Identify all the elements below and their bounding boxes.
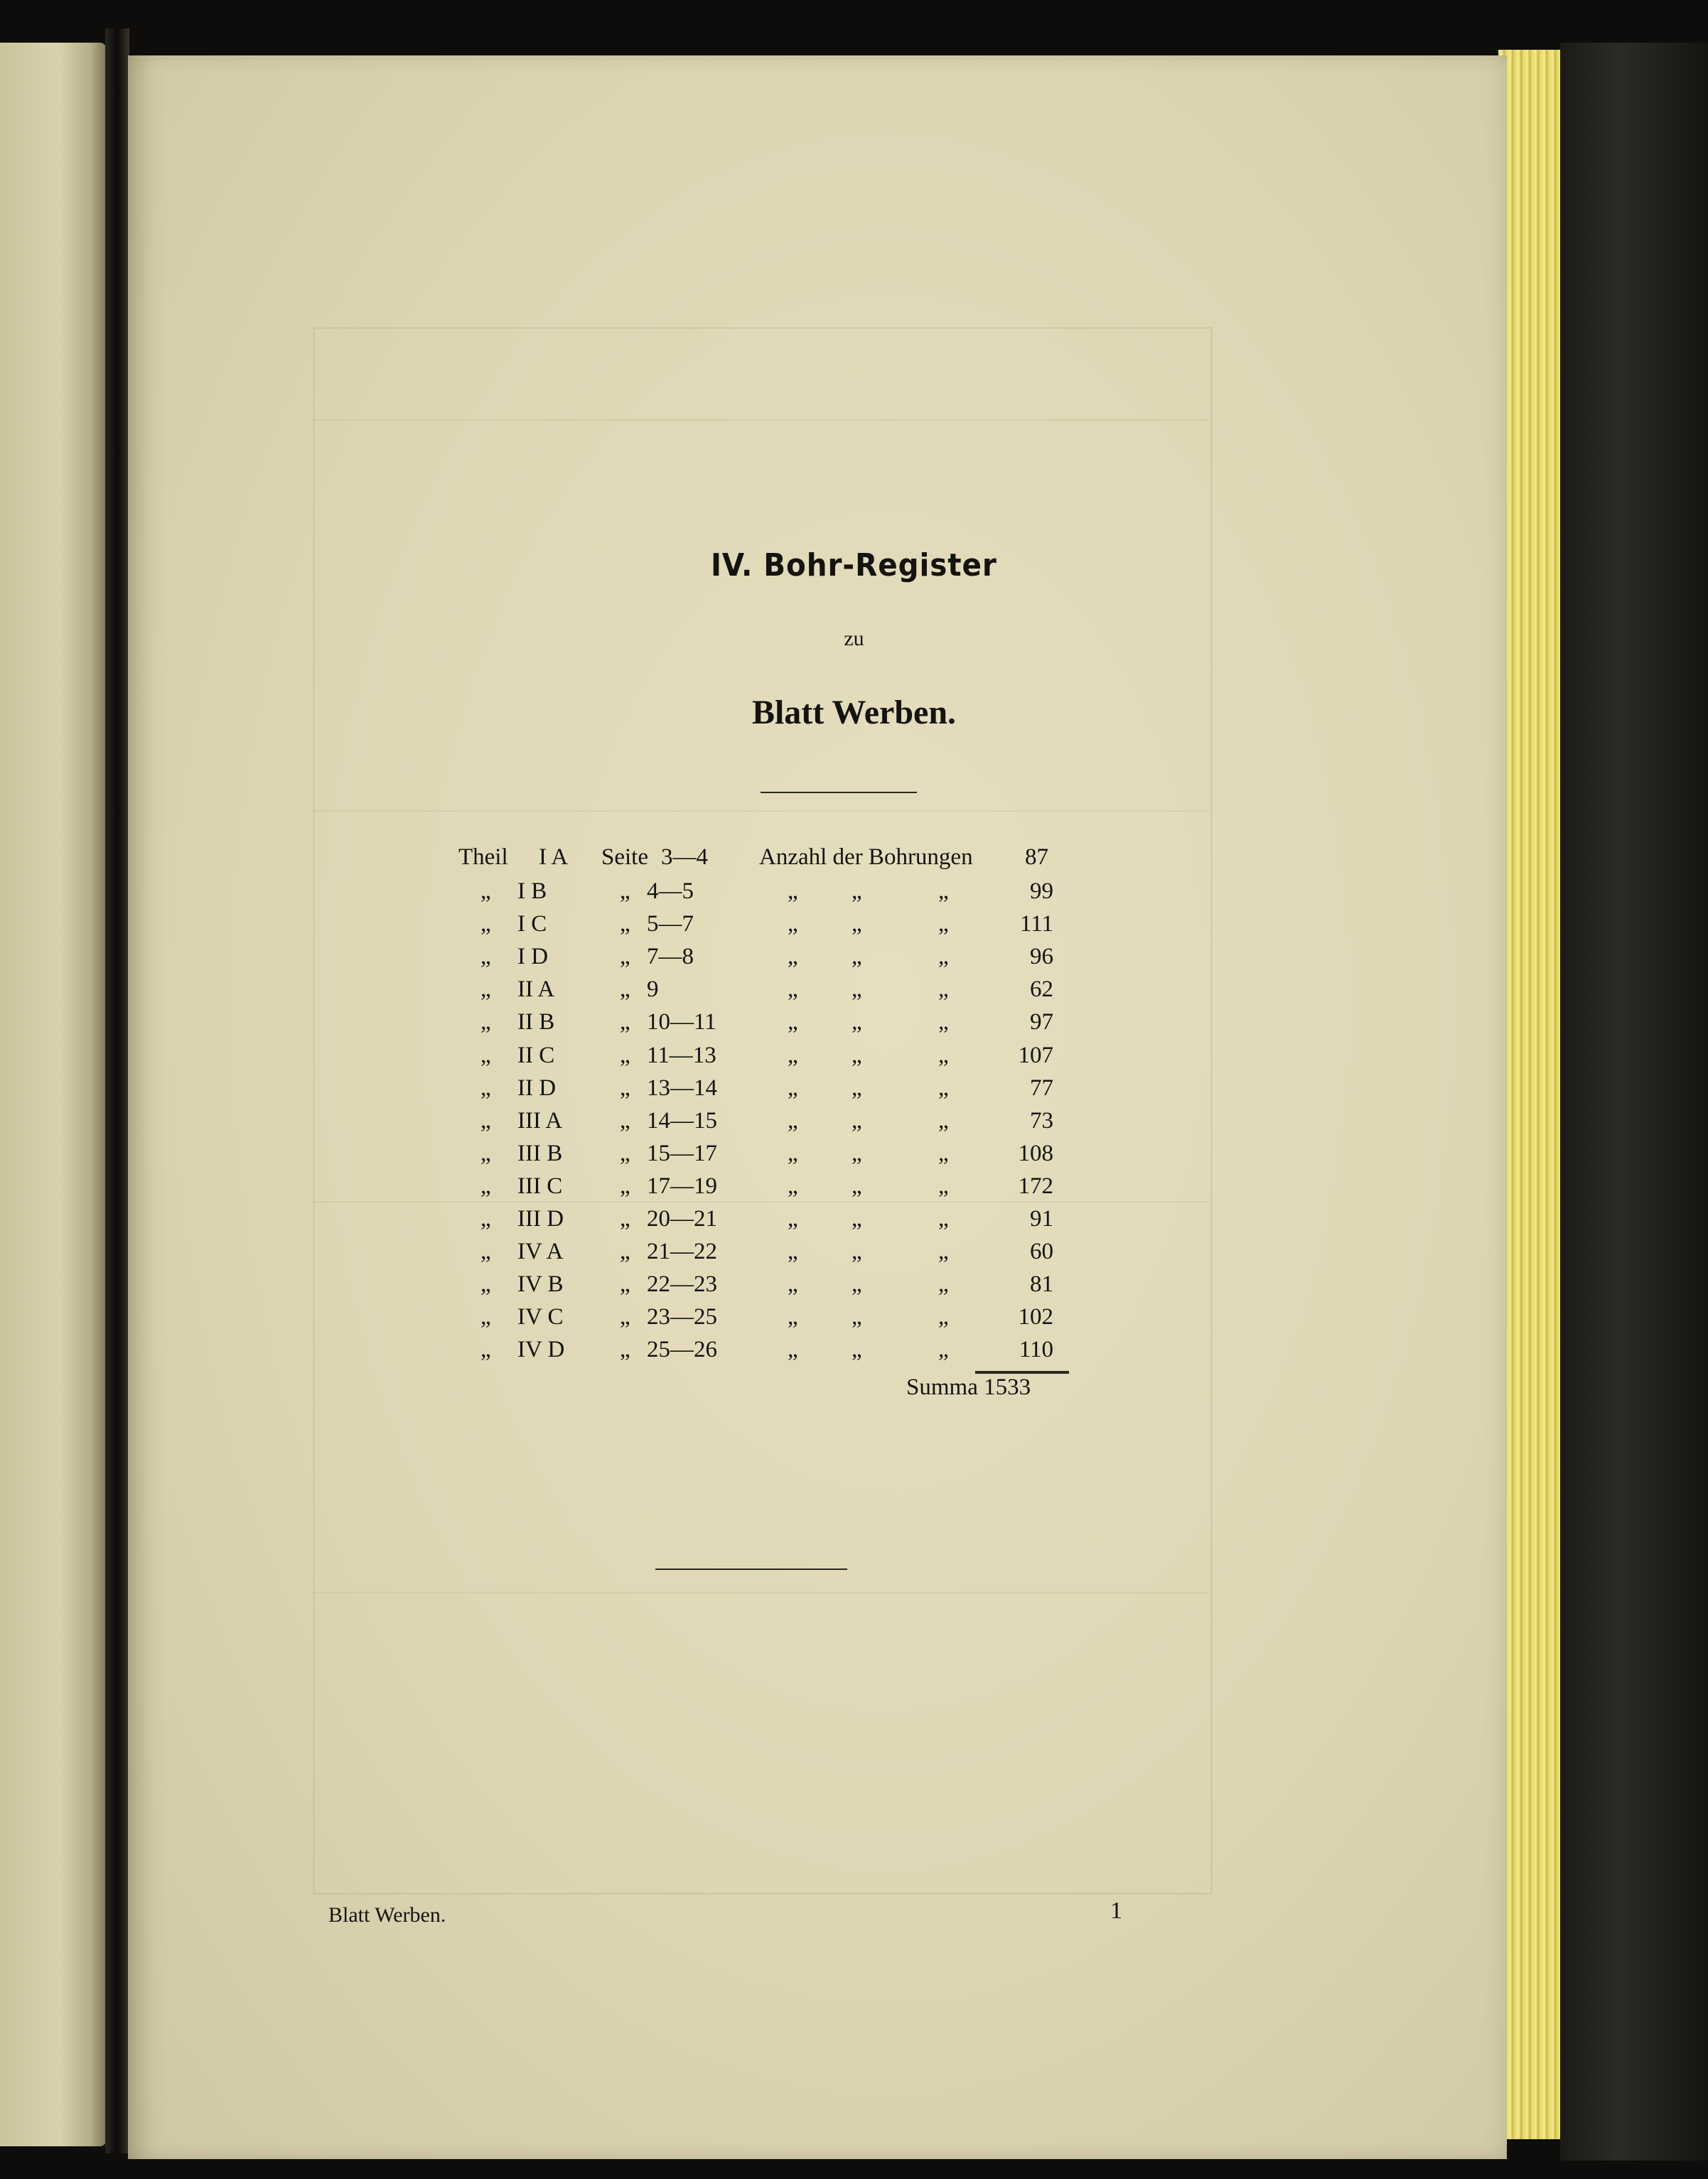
ditto-mark: „ <box>938 1009 949 1035</box>
ditto-mark: „ <box>480 1239 491 1264</box>
row-pages: 17—19 <box>647 1173 717 1199</box>
ditto-mark: „ <box>788 911 798 937</box>
ditto-mark: „ <box>480 1009 491 1035</box>
ditto-mark: „ <box>788 1304 798 1330</box>
row-count: 107 <box>1018 1043 1053 1068</box>
ditto-mark: „ <box>788 1206 798 1232</box>
anzahl-label: Anzahl der Bohrungen <box>759 844 973 870</box>
ditto-mark: „ <box>788 1173 798 1199</box>
ditto-mark: „ <box>938 1173 949 1199</box>
ditto-mark: „ <box>788 1239 798 1264</box>
ditto-mark: „ <box>852 1337 862 1362</box>
theil-label: Theil <box>458 844 508 870</box>
ditto-mark: „ <box>620 1271 630 1297</box>
ditto-mark: „ <box>938 1108 949 1134</box>
ditto-mark: „ <box>852 1009 862 1035</box>
row-pages: 7—8 <box>647 944 694 969</box>
ditto-mark: „ <box>620 1141 630 1166</box>
row-pages: 4—5 <box>647 878 694 904</box>
row-count: 172 <box>1018 1173 1053 1199</box>
ditto-mark: „ <box>938 1239 949 1264</box>
row-part: III B <box>517 1141 563 1166</box>
ditto-mark: „ <box>788 1337 798 1362</box>
ditto-mark: „ <box>852 1075 862 1101</box>
ditto-mark: „ <box>938 878 949 904</box>
ditto-mark: „ <box>852 944 862 969</box>
row-count: 110 <box>1019 1337 1053 1362</box>
row-part: I B <box>517 878 547 904</box>
row-pages: 9 <box>647 976 659 1002</box>
row-pages: 23—25 <box>647 1304 717 1330</box>
row-pages: 20—21 <box>647 1206 717 1232</box>
row-pages: 22—23 <box>647 1271 717 1297</box>
ditto-mark: „ <box>788 878 798 904</box>
sum-rule <box>975 1371 1069 1374</box>
ditto-mark: „ <box>620 1337 630 1362</box>
ditto-mark: „ <box>938 1075 949 1101</box>
ditto-mark: „ <box>620 1009 630 1035</box>
ditto-mark: „ <box>938 944 949 969</box>
ditto-mark: „ <box>938 1043 949 1068</box>
row-count: 77 <box>1030 1075 1053 1101</box>
ditto-mark: „ <box>938 976 949 1002</box>
row-part: IV C <box>517 1304 564 1330</box>
ditto-mark: „ <box>620 878 630 904</box>
ditto-mark: „ <box>620 976 630 1002</box>
ditto-mark: „ <box>852 976 862 1002</box>
sheet-title: Blatt Werben. <box>751 694 957 731</box>
row-pages: 21—22 <box>647 1239 717 1264</box>
ditto-mark: „ <box>852 1304 862 1330</box>
ditto-mark: „ <box>852 1271 862 1297</box>
header-part: I A <box>539 844 569 870</box>
connector-word: zu <box>844 627 864 650</box>
ditto-mark: „ <box>852 1206 862 1232</box>
row-count: 62 <box>1030 976 1053 1002</box>
row-pages: 10—11 <box>647 1009 716 1035</box>
row-part: IV D <box>517 1337 565 1362</box>
row-part: III D <box>517 1206 564 1232</box>
ditto-mark: „ <box>480 911 491 937</box>
row-part: II D <box>517 1075 557 1101</box>
row-part: I D <box>517 944 549 969</box>
ditto-mark: „ <box>480 1108 491 1134</box>
ditto-mark: „ <box>852 1239 862 1264</box>
ditto-mark: „ <box>938 1141 949 1166</box>
ditto-mark: „ <box>480 1043 491 1068</box>
ditto-mark: „ <box>938 1271 949 1297</box>
row-part: II B <box>517 1009 555 1035</box>
end-divider <box>655 1569 847 1570</box>
ditto-mark: „ <box>620 1239 630 1264</box>
ditto-mark: „ <box>788 1271 798 1297</box>
row-count: 81 <box>1030 1271 1053 1297</box>
row-part: IV A <box>517 1239 564 1264</box>
ditto-mark: „ <box>852 1043 862 1068</box>
page-title: IV. Bohr-Register <box>710 547 997 583</box>
ditto-mark: „ <box>480 944 491 969</box>
row-part: IV B <box>517 1271 564 1297</box>
ditto-mark: „ <box>938 1337 949 1362</box>
ditto-mark: „ <box>788 1141 798 1166</box>
ditto-mark: „ <box>852 911 862 937</box>
ditto-mark: „ <box>620 911 630 937</box>
ditto-mark: „ <box>620 1173 630 1199</box>
ditto-mark: „ <box>480 976 491 1002</box>
ditto-mark: „ <box>480 1337 491 1362</box>
ditto-mark: „ <box>938 1304 949 1330</box>
row-part: III A <box>517 1108 563 1134</box>
ditto-mark: „ <box>788 1075 798 1101</box>
ditto-mark: „ <box>480 1304 491 1330</box>
row-pages: 15—17 <box>647 1141 717 1166</box>
ditto-mark: „ <box>852 1173 862 1199</box>
ditto-mark: „ <box>852 1108 862 1134</box>
ditto-mark: „ <box>620 1108 630 1134</box>
row-pages: 11—13 <box>647 1043 716 1068</box>
row-part: II C <box>517 1043 555 1068</box>
row-count: 99 <box>1030 878 1053 904</box>
header-pages: 3—4 <box>661 844 708 870</box>
ditto-mark: „ <box>480 1206 491 1232</box>
row-count: 97 <box>1030 1009 1053 1035</box>
sum-total: Summa 1533 <box>906 1374 1031 1400</box>
row-count: 96 <box>1030 944 1053 969</box>
row-pages: 13—14 <box>647 1075 717 1101</box>
page-number: 1 <box>1110 1898 1122 1924</box>
ditto-mark: „ <box>480 1271 491 1297</box>
ditto-mark: „ <box>480 1075 491 1101</box>
row-pages: 25—26 <box>647 1337 717 1362</box>
ditto-mark: „ <box>852 878 862 904</box>
row-count: 102 <box>1018 1304 1053 1330</box>
row-pages: 5—7 <box>647 911 694 937</box>
ditto-mark: „ <box>620 1043 630 1068</box>
ditto-mark: „ <box>938 911 949 937</box>
ditto-mark: „ <box>788 976 798 1002</box>
row-part: III C <box>517 1173 563 1199</box>
ditto-mark: „ <box>480 878 491 904</box>
ditto-mark: „ <box>620 1075 630 1101</box>
row-count: 91 <box>1030 1206 1053 1232</box>
header-count: 87 <box>1025 844 1048 870</box>
row-count: 73 <box>1030 1108 1053 1134</box>
ditto-mark: „ <box>620 944 630 969</box>
ditto-mark: „ <box>620 1206 630 1232</box>
row-count: 111 <box>1019 911 1053 937</box>
row-part: I C <box>517 911 547 937</box>
ditto-mark: „ <box>852 1141 862 1166</box>
row-part: II A <box>517 976 555 1002</box>
ditto-mark: „ <box>938 1206 949 1232</box>
ditto-mark: „ <box>788 1009 798 1035</box>
ditto-mark: „ <box>788 1108 798 1134</box>
row-count: 60 <box>1030 1239 1053 1264</box>
ditto-mark: „ <box>480 1173 491 1199</box>
footer-sheet-name: Blatt Werben. <box>328 1903 446 1927</box>
ditto-mark: „ <box>788 944 798 969</box>
ditto-mark: „ <box>480 1141 491 1166</box>
row-pages: 14—15 <box>647 1108 717 1134</box>
ditto-mark: „ <box>788 1043 798 1068</box>
ditto-mark: „ <box>620 1304 630 1330</box>
row-count: 108 <box>1018 1141 1053 1166</box>
seite-label: Seite <box>601 844 648 870</box>
